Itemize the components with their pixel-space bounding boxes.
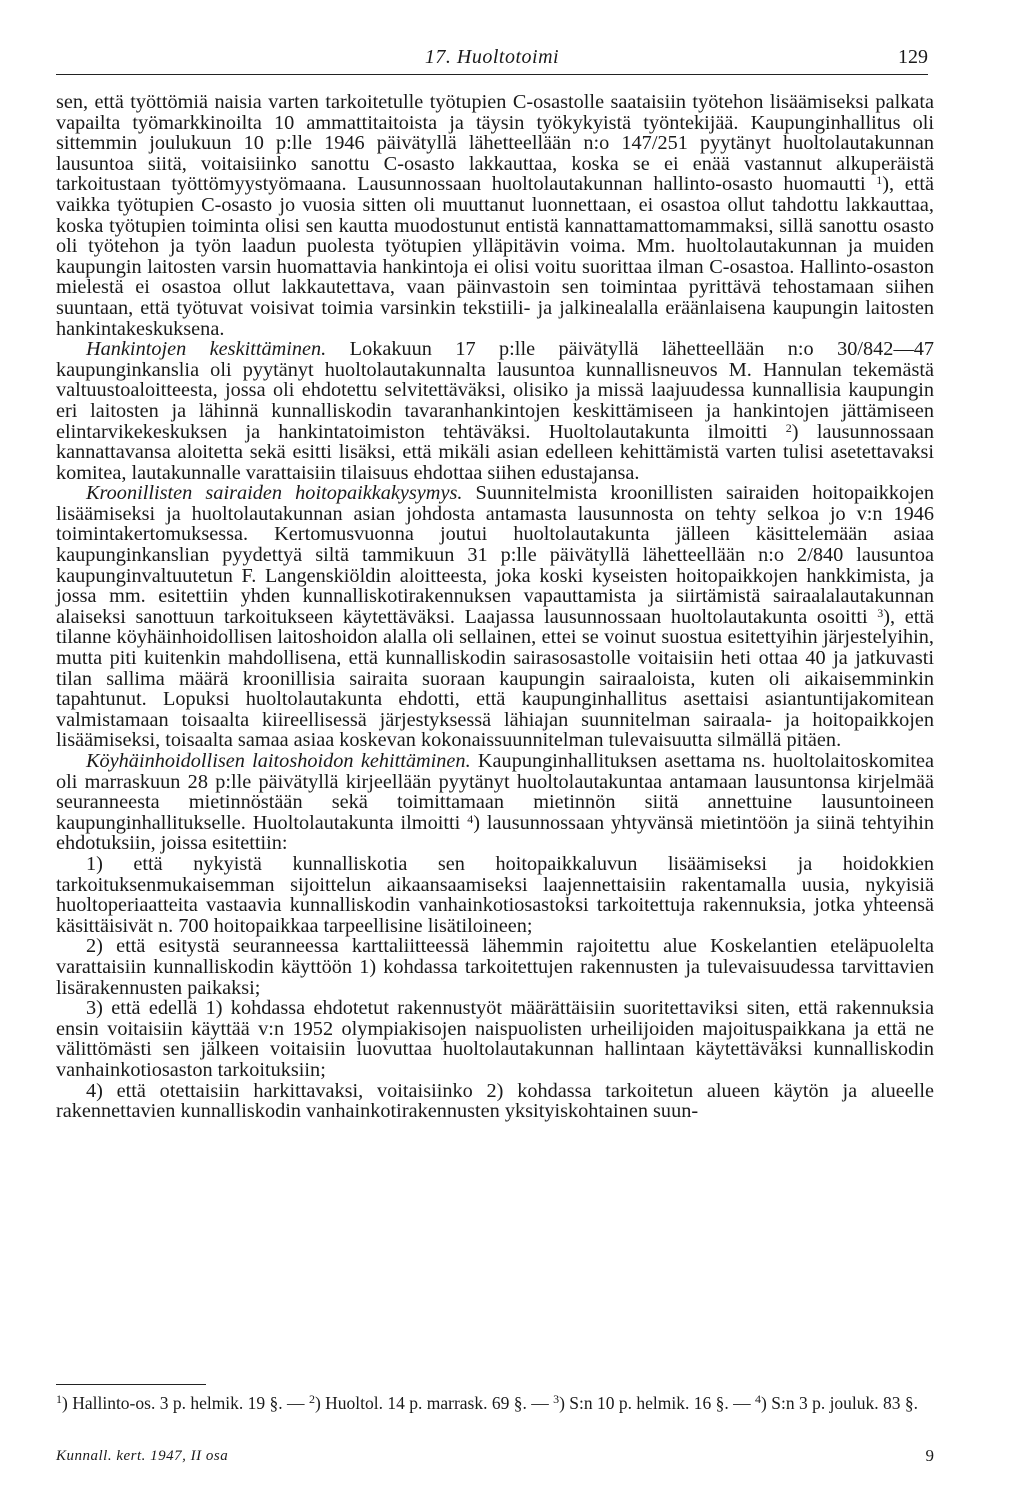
footnote-ref: 1 (876, 173, 883, 188)
text-run: sen, että työttömiä naisia varten tarkoitetulle työtupien C-osastolle saataisiin työtehon lisäämiseksi palkata vapailta työmarkkinoilta 10 ammattitaitoista ja täysin työkykyistä työntekijää. Kaupunginhallitus oli sittemmin joulukuun 10 p:lle 1946 päivätyllä lähetteellään n:o 147/251 pyytänyt huoltolautakunnan lausuntoa siitä, voitaisiinko sanottu C-osasto lakkauttaa, koska se ei enää vastannut alkuperäistä tarkoitustaan työttömyystyömaana. Lausunnossaan huoltolautakunnan hallinto-osasto huomautti (56, 91, 934, 196)
running-header (56, 46, 928, 75)
text-run: ) S:n 10 p. helmik. 16 §. — (559, 1393, 756, 1413)
text-run: Suunnitelmista kroonillisten sairaiden hoitopaikkojen lisäämiseksi ja huoltolautakunnan asian johdosta antamasta lausunnosta on tehty selkoa jo v:n 1946 toimintakertomuksessa. Kertomusvuonna joutui huoltolautakunta jälleen käsittelemään asiaa kaupunginkanslian pyydettyä siltä tammikuun 31 p:lle päivätyllä lähetteellään n:o 2/840 lausuntoa kaupunginvaltuutetun F. Langenskiöldin aloitteesta, joka koski kyseisten hoitopaikkojen hankkimista, ja jossa mm. esitettiin yhden kunnalliskotirakennuksen vapauttamista ja siirtämistä sairaalalautakunnan alaiseksi sanottuun tarkoitukseen käytettäväksi. Laajassa lausunnossaan huoltolautakunta osoitti (56, 482, 934, 628)
section-heading: Köyhäinhoidollisen laitoshoidon kehittäminen. (86, 750, 471, 772)
paragraph (56, 936, 934, 998)
page-footer (56, 1448, 934, 1468)
footnote-ref: 3 (553, 1392, 560, 1406)
text-run: Lokakuun 17 p:lle päivätyllä lähetteellään n:o 30/842—47 kaupunginkanslia oli pyytänyt huoltolautakunnalta lausuntoa kunnallisneuvos M. Hannulan tekemästä valtuustoaloitteesta, jossa oli ehdotettu selvitettäväksi, olisiko ja missä laajuudessa kunnallisia kaupungin eri laitosten ja lähinnä kunnalliskodin tavaranhankintojen keskittämiseen ja hankintojen jättämiseen elintarvikekeskuksen ja hankintatoimiston tehtäväksi. Huoltolautakunta ilmoitti (56, 338, 935, 443)
footnote-ref: 2 (308, 1392, 315, 1406)
footnote-ref: 4 (755, 1392, 762, 1406)
paragraph (56, 483, 934, 751)
footnotes (56, 1392, 934, 1414)
paragraph (56, 751, 934, 854)
footnote-separator (56, 1384, 206, 1385)
text-run: ) Huoltol. 14 p. marrask. 69 §. — (314, 1393, 554, 1413)
text-run: Kaupunginhallituksen asettama ns. huoltolaitoskomitea oli marraskuun 28 p:lle päivätyllä kirjeellään pyytänyt huoltolautakuntaa antamaan lausuntonsa kirjelmää seuranneesta mietinnöstään sekä toimittamaan mietinnön siitä annettuine lausuntoineen kaupunginhallitukselle. Huoltolautakunta ilmoitti (56, 750, 934, 834)
paragraph (56, 998, 934, 1080)
text-run: ) lausunnossaan yhtyvänsä mietintöön ja siinä tehtyihin ehdotuksiin, joissa esitettiin: (56, 811, 934, 855)
sheet-number: 9 (925, 1446, 934, 1465)
paragraph (56, 1081, 934, 1122)
text-run: ) Hallinto-os. 3 p. helmik. 19 §. — (62, 1393, 309, 1413)
text-run: ), että vaikka työtupien C-osasto jo vuosia sitten oli muuttanut luonnettaan, ei osastoa ollut tahdottu lakkauttaa, koska työtupien toiminta olisi sen kautta muodostunut entistä kannattamattomammaksi, sillä sanottu osasto oli työtehon ja työn laadun puolesta työtupien ylläpitävin voima. Mm. huoltolautakunnan ja muiden kaupungin laitosten varsin huomattavia hankintoja ei olisi voitu suorittaa ilman C-osastoa. Hallinto-osaston mielestä ei osastoa ollut lakkautettava, vaan päinvastoin sen toimintaa pyrittävä tehostamaan siihen suuntaan, että työtuvat voisivat toimia varsinkin tekstiili- ja jalkinealalla eräänlaisena kaupungin laitosten hankintakeskuksena. (56, 173, 934, 340)
text-run: 3) että edellä 1) kohdassa ehdotetut rakennustyöt määrättäisiin suoritettaviksi siten, että rakennuksia ensin voitaisiin käyttää v:n 1952 olympiakisojen naispuolisten urheilijoiden majoituspaikkana ja että ne välittömästi sen jälkeen voitaisiin luovuttaa huoltolautakunnan hallintaan käytettäväksi kunnalliskodin vanhainkotiosaston tarkoituksiin; (56, 997, 934, 1081)
text-run: ), että tilanne köyhäinhoidollisen laitoshoidon alalla oli sellainen, ettei se voinut suostua esitettyihin järjestelyihin, mutta piti kuitenkin mahdollisena, että kunnalliskodin sairasosastolle voitaisiin heti ottaa 40 ja jatkuvasti tilan sallima määrä kroonillisia sairaita suoraan kaupungin sairaaloista, kuten oli aikaisemminkin tapahtunut. Lopuksi huoltolautakunta ehdotti, että kaupunginhallitus asettaisi asiantuntijakomitean valmistamaan toisaalta kiireellisessä järjestyksessä lähiajan suunnitelman sairaala- ja hoitopaikkojen lisäämiseksi, toisaalta samaa asiaa koskevan kokonaissuunnitelman tulevaisuutta silmällä pitäen. (56, 605, 934, 752)
text-run: 4) että otettaisiin harkittavaksi, voitaisiinko 2) kohdassa tarkoitetun alueen käytön ja alueelle rakennettavien kunnalliskodin vanhainkotirakennusten yksityiskohtainen suun- (56, 1079, 934, 1123)
paragraph (56, 339, 934, 483)
footnote-ref: 4 (467, 811, 474, 826)
paragraph (56, 92, 934, 339)
paragraph (56, 854, 934, 936)
footnote-ref: 3 (877, 605, 884, 620)
footnote-ref: 1 (56, 1392, 62, 1406)
section-heading: Kroonillisten sairaiden hoitopaikkakysymys. (86, 482, 463, 505)
footnote-text (56, 1392, 934, 1414)
text-run: ) S:n 3 p. jouluk. 83 §. (761, 1393, 919, 1413)
text-run: 1) että nykyistä kunnalliskotia sen hoitopaikkaluvun lisäämiseksi ja hoidokkien tarkoituksenmukaisemman sijoittelun aikaansaamiseksi laajennettaisiin rakentamalla uusia, nykyisiä huoltoperiaatteita vastaavia kunnalliskodin vanhainkotiosastoksi tarkoitettuja rakennuksia, jotka yhteensä käsittäisivät n. 700 hoitopaikkaa tarpeellisine lisätiloineen; (56, 852, 934, 937)
publication-source: Kunnall. kert. 1947, II osa (56, 1448, 229, 1464)
text-run: 2) että esitystä seuranneessa karttaliitteessä lähemmin rajoitettu alue Koskelantien eteläpuolelta varattaisiin kunnalliskodin käyttöön 1) kohdassa tarkoitettujen rakennusten ja tulevaisuudessa tarvittavien lisärakennusten paikaksi; (56, 935, 934, 999)
page-number: 129 (898, 46, 928, 68)
body-text (56, 92, 934, 1122)
chapter-title: 17. Huoltotoimi (424, 46, 560, 68)
footnote-ref: 2 (785, 420, 792, 435)
text-run: ) lausunnossaan kannattavansa aloitetta sekä esitti lisäksi, että mikäli asian edelleen kehittämistä varten tulisi asetettavaksi komitea, lautakunnalle varattaisiin tilaisuus ehdottaa siihen edustajansa. (56, 420, 934, 484)
section-heading: Hankintojen keskittäminen. (86, 338, 327, 361)
